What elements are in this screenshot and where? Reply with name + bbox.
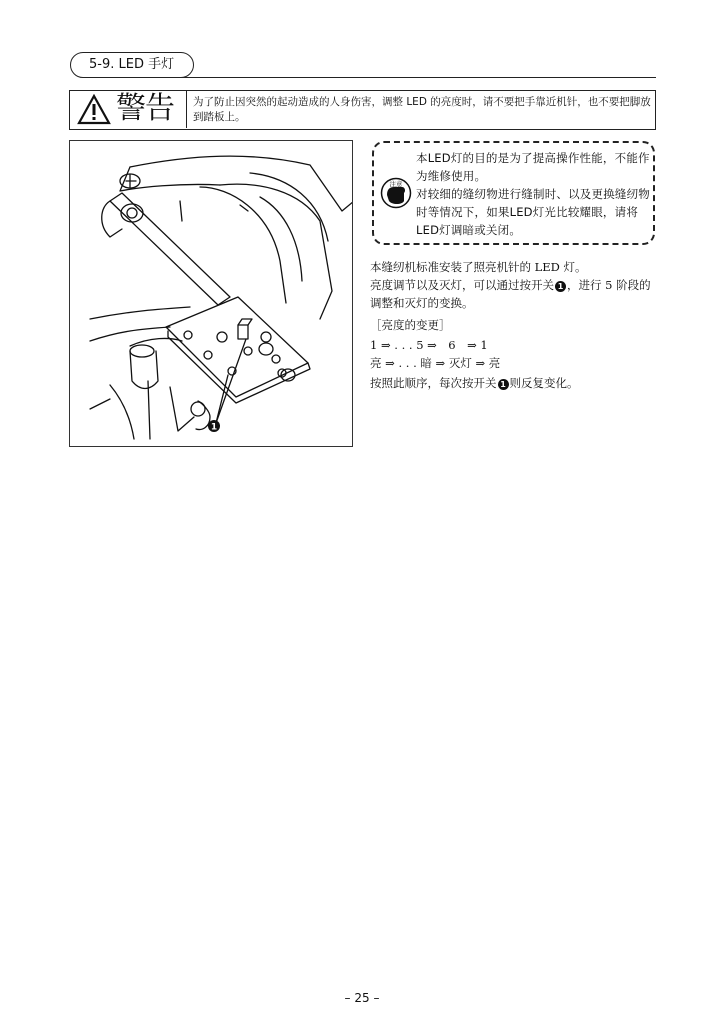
callout-number: 1 xyxy=(210,422,218,433)
caution-line-2: 对较细的缝纫物进行缝制时、以及更换缝纫物时等情况下，如果LED灯光比较耀眼，请将LED灯调暗或关闭。 xyxy=(416,187,650,237)
body-line-1: 本缝纫机标准安装了照亮机针的 LED 灯。 xyxy=(370,260,587,274)
warning-triangle-icon xyxy=(77,94,111,125)
led-lamp-illustration xyxy=(69,140,353,447)
body-line-2 xyxy=(370,276,660,312)
caution-hand-icon xyxy=(380,177,412,209)
body-line-last-pre: 按照此顺序，每次按开关 xyxy=(370,376,497,390)
sequence-words: 亮 ⇒ . . . 暗 ⇒ 灭灯 ⇒ 亮 xyxy=(370,356,501,370)
switch-marker: 1 xyxy=(555,281,566,292)
section-rule xyxy=(180,77,656,78)
warning-label: 警告 xyxy=(116,91,174,126)
switch-marker-2: 1 xyxy=(498,379,509,390)
warning-box xyxy=(69,90,656,130)
caution-line-1: 本LED灯的目的是为了提高操作性能，不能作为维修使用。 xyxy=(416,151,650,183)
caution-box xyxy=(372,141,655,245)
caution-text xyxy=(416,149,652,239)
body-line-last-post: 则反复变化。 xyxy=(509,376,579,390)
body-line-2-pre: 亮度调节以及灭灯，可以通过按开关 xyxy=(370,278,554,292)
caution-icon-label: 注意 xyxy=(389,180,403,188)
sequence-numbers: 1 ⇒ . . . 5 ⇒ 6 ⇒ 1 xyxy=(370,338,488,352)
warning-text: 为了防止因突然的起动造成的人身伤害，调整 LED 的亮度时，请不要把手靠近机针，也不要把脚放到踏板上。 xyxy=(193,96,651,123)
subheading: ［亮度的变更］ xyxy=(370,318,451,332)
page-number: – 25 – xyxy=(344,991,380,1005)
body-line-last xyxy=(370,374,660,392)
body-line-2-post: ，进行 5 阶段的调整和灭灯的变换。 xyxy=(370,278,651,310)
led-lamp-drawing xyxy=(70,141,353,447)
warning-header xyxy=(70,91,187,128)
section-title: 5-9. LED 手灯 xyxy=(70,52,194,78)
